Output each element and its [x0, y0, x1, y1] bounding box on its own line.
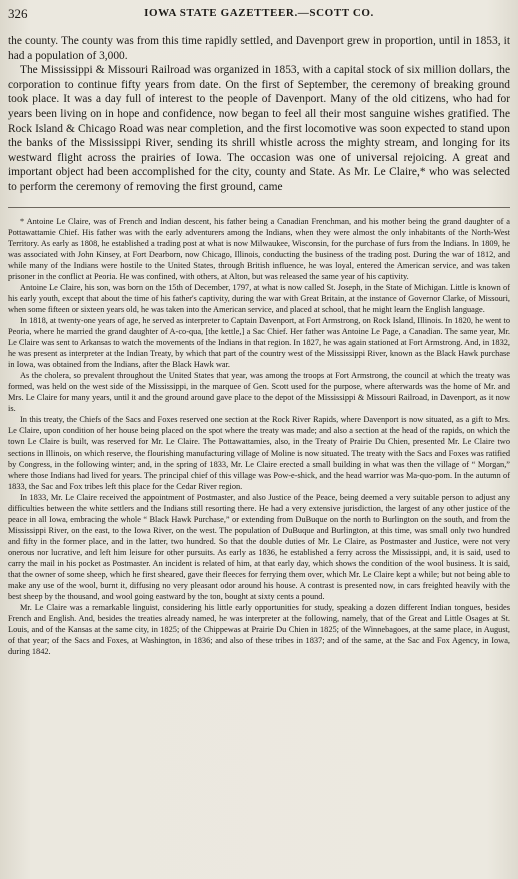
- footnote-paragraph: In this treaty, the Chiefs of the Sacs and Foxes reserved one section at the Rock River Rapids, where Davenport is now situated, as a gift to Mrs. Le Claire, upon condition of her house being placed on the spot where the treaty was made; and also a section at the head of the rapids, on which the town Le Claire is built, was reserved for Mr. Le Claire. The Pottawattamies, also, in the Treaty of Prairie Du Chien, presented Mr. Le Claire two sections in Illinois, on which reserve, the flourishing manufacturing village of Moline is now situated. The treaty with the Sacs and Foxes was ratified by Congress, in the following winter; and, in the spring of 1833, Mr. Le Claire erected a small building in what was then the village of “ Morgan,” where those Indians had lived for years. The principal chief of this village was Pow-e-shick, and the head warrior was Ma-quo-pom. In the autumn of 1833, the Sac and Fox tribes left this place for the Cedar River region.: [8, 415, 510, 491]
- running-title: IOWA STATE GAZETTEER.—SCOTT CO.: [144, 7, 374, 19]
- footnote-divider: [8, 207, 510, 208]
- body-paragraph: The Mississippi & Missouri Railroad was organized in 1853, with a capital stock of six million dollars, the corporation to continue fifty years from date. On the first of September, the ceremony of breaking ground took place. It was a day full of interest to the people of Davenport. Many of the old citizens, who had for years been living on in hope and confidence, now began to feel all their most sanguine wishes gratified. The Rock Island & Chicago Road was near completion, and the first locomotive was soon expected to stand upon the banks of the Mississippi River, sending its shrill whistle across the mighty stream, and longing for its westward flight across the prairies of Iowa. The occasion was one of universal rejoicing. A great and important object had been accomplished for the city, county and State. As Mr. Le Claire,* who was selected to perform the ceremony of removing the first ground, came: [8, 64, 510, 193]
- page-number: 326: [8, 6, 28, 21]
- footnote-paragraph: Antoine Le Claire, his son, was born on the 15th of December, 1797, at what is now called St. Joseph, in the State of Michigan. Little is known of his early youth, except that about the time of his father's captivity, during the war with Great Britain, at the instance of Governor Clarke, of Missouri, when some fifteen or sixteen years old, he was taken into the American service, and placed at school, that he might learn the English language.: [8, 282, 510, 314]
- footnote-paragraph: Mr. Le Claire was a remarkable linguist, considering his little early opportunities for study, speaking a dozen different Indian tongues, besides French and English. And, besides the treaties already named, he was interpreter at the following, namely, that of the Great and Little Osages at St. Louis, and of the Kansas at the same city, in 1825; of the Chippewas at Prairie Du Chien in 1825; of the Winnebagoes, at the same place, in August, of that year; of the Sacs and Foxes, at Washington, in 1836; and also of these tribes in 1837; and of the same, at the Sac and Fox Agency, in Iowa, during 1842.: [8, 603, 510, 657]
- footnote-paragraph: In 1833, Mr. Le Claire received the appointment of Postmaster, and also Justice of the Peace, being deemed a very suitable person to adjust any difficulties between the white settlers and the Indians still resorting there. He had a very extensive jurisdiction, the largest of any other justice of the peace in all Iowa, embracing the whole “ Black Hawk Purchase,” or extending from DuBuque on the north to Burlington on the south, and from the Mississippi River, on the east, to the Iowa River, on the west. The population of DuBuque and Burlington, at this time, was small only two hundred and fifty in the former place, and in the latter, two hundred. So that the double duties of Mr. Le Claire, as Postmaster and Justice, were not very onerous nor lucrative, and left him leisure for other pursuits. As early as 1836, he established a ferry across the Mississippi, and, it is said, used to carry the mail in his pocket as Postmaster. An incident is related of him, at that early day, which shows the condition of the wool business. It is said, that the owner of some sheep, which he first sheared, gave their fleeces for ferrying them over, which Mr. Le Claire kept a while; but not being able to make any use of the wool, burnt it, diffusing no very pleasant odor around his house. A contrast is presented now, in cars freighted heavily with the best sheep by the thousand, and wool going eastward by the ton, bought at sixty cents a pound.: [8, 492, 510, 602]
- footnote-paragraph: In 1818, at twenty-one years of age, he served as interpreter to Captain Davenport, at Fort Armstrong, on Rock Island, Illinois. In 1820, he went to Peoria, where he married the grand daughter of A-co-qua, [the kettle,] a Sac Chief. Her father was Antoine Le Page, a Canadian. The same year, Mr. Le Claire was sent to Arkansas to watch the movements of the Indians in that region. In 1827, he was again stationed at Fort Armstrong. And, in 1832, he was present as interpreter at the Indian Treaty, by which that part of the country west of the Mississippi River, known as the Black Hawk purchase in Iowa, was obtained from the Indians, after the Black Hawk war.: [8, 315, 510, 370]
- footnote-paragraph: As the cholera, so prevalent throughout the United States that year, was among the troops at Fort Armstrong, the council at which the treaty was formed, was held on the west side of the Mississippi, in the marquee of Gen. Scott used for the purpose, where afterwards was the home of Mr. and Mrs. Le Claire for many years, until it and the ground around gave place to the depot of the Mississippi & Missouri Railroad, in Davenport, as it now is.: [8, 371, 510, 414]
- body-paragraph: the county. The county was from this time rapidly settled, and Davenport grew in proportion, until in 1853, it had a population of 3,000.: [8, 35, 510, 62]
- page-header: [8, 4, 510, 26]
- main-text: [8, 34, 510, 195]
- footnote-paragraph: * Antoine Le Claire, was of French and Indian descent, his father being a Canadian Frenchman, and his mother being the grand daughter of a Pottawattamie Chief. His father was with the early adventurers among the Indians, when they were almost the only inhabitants of the North-West Territory. As early as 1808, he established a trading post at what is now Milwaukee, Wisconsin, for the purchase of furs from the Indians. In 1809, he was associated with John Kinsey, at Fort Dearborn, now Chicago, Illinois, conducting the business of the trading post. During the war of 1812, and while many of the Indians were hostile to the United States, through British influence, he was loyal, entered the American service, and was taken prisoner in the conflict at Peoria. He was confined, with others, at Alton, but was released the same year of his captivity.: [8, 216, 510, 281]
- footnote-block: [8, 216, 510, 658]
